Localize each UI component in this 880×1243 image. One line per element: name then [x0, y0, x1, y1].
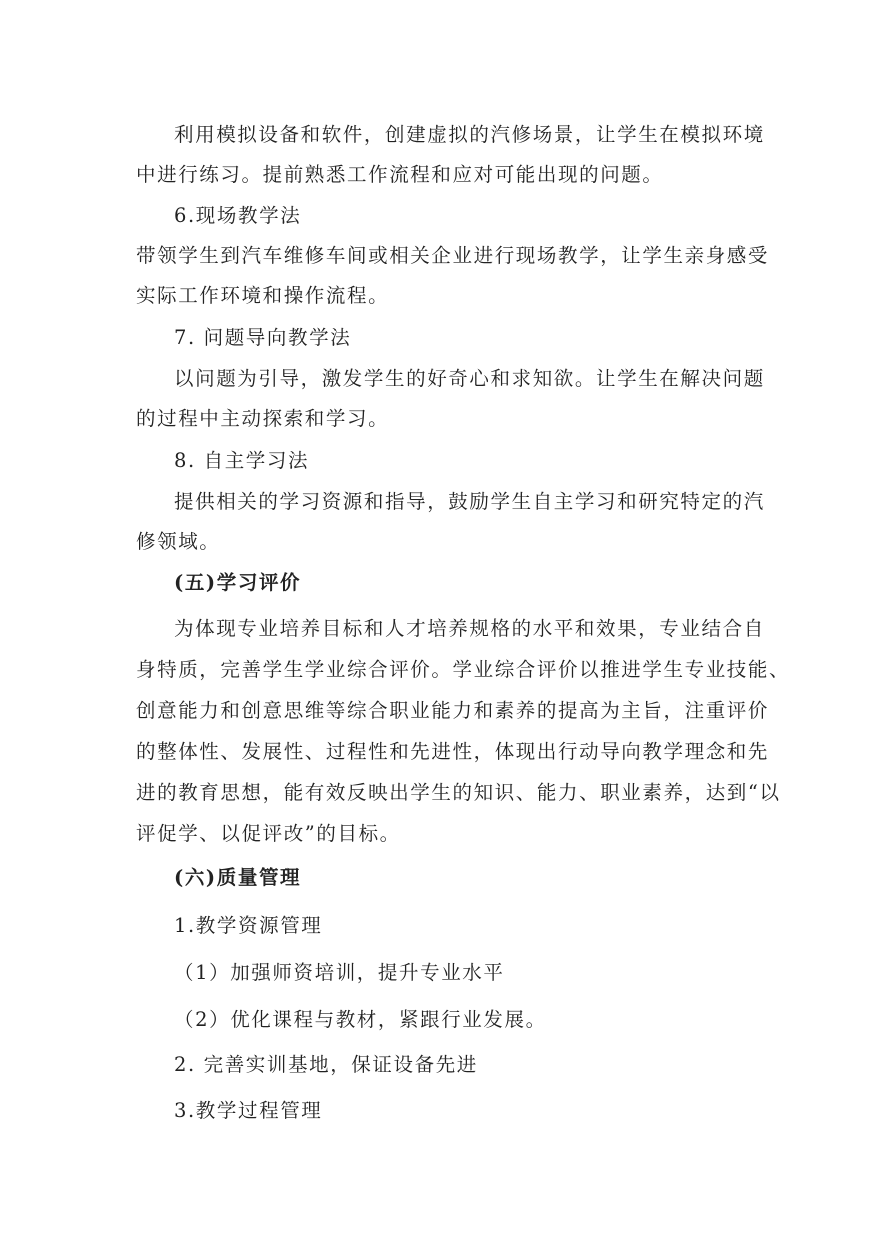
list-heading: 6.现场教学法 — [174, 204, 302, 227]
paragraph-line: 的过程中主动探索和学习。 — [136, 407, 390, 430]
paragraph-line: 实际工作环境和操作流程。 — [136, 284, 390, 307]
paragraph-line: 以问题为引导，激发学生的好奇心和求知欲。让学生在解决问题 — [174, 367, 765, 390]
paragraph-line: 带领学生到汽车维修车间或相关企业进行现场教学，让学生亲身感受 — [136, 244, 770, 267]
paragraph-line: 的整体性、发展性、过程性和先进性，体现出行动导向教学理念和先 — [136, 740, 770, 763]
list-heading: 7. 问题导向教学法 — [174, 326, 352, 349]
list-item: （1）加强师资培训，提升专业水平 — [174, 961, 505, 984]
paragraph-line: 身特质，完善学生学业综合评价。学业综合评价以推进学生专业技能、 — [136, 658, 791, 681]
list-heading: 8. 自主学习法 — [174, 449, 310, 472]
list-heading: 2. 完善实训基地，保证设备先进 — [174, 1053, 478, 1076]
paragraph-line: 中进行练习。提前熟悉工作流程和应对可能出现的问题。 — [136, 163, 664, 186]
paragraph-line: 评促学、以促评改”的目标。 — [136, 822, 401, 845]
list-heading: 3.教学过程管理 — [174, 1099, 323, 1122]
list-item: （2）优化课程与教材，紧跟行业发展。 — [174, 1008, 547, 1031]
paragraph-line: 利用模拟设备和软件，创建虚拟的汽修场景，让学生在模拟环境 — [174, 123, 765, 146]
section-heading: (五)学习评价 — [174, 571, 302, 594]
paragraph-line: 进的教育思想，能有效反映出学生的知识、能力、职业素养，达到“以 — [136, 781, 781, 804]
paragraph-line: 为体现专业培养目标和人才培养规格的水平和效果，专业结合自 — [174, 617, 765, 640]
paragraph-line: 创意能力和创意思维等综合职业能力和素养的提高为主旨，注重评价 — [136, 699, 770, 722]
list-heading: 1.教学资源管理 — [174, 914, 323, 937]
paragraph-line: 提供相关的学习资源和指导，鼓励学生自主学习和研究特定的汽 — [174, 490, 765, 513]
paragraph-line: 修领域。 — [136, 530, 221, 553]
section-heading: (六)质量管理 — [174, 866, 302, 889]
